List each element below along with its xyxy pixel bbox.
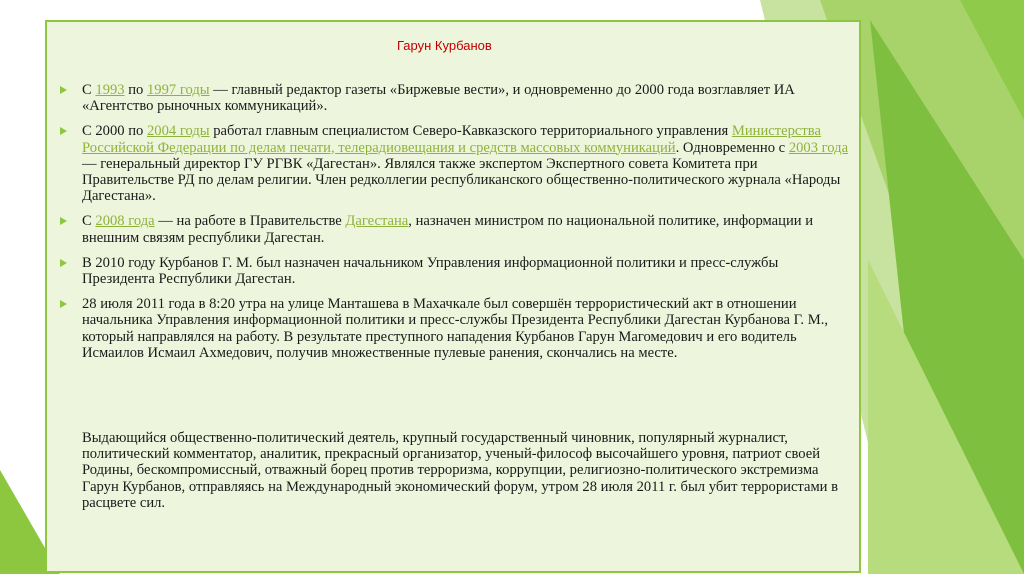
item-text-segment: С 2000 по <box>82 123 147 140</box>
item-text-segment: работал главным специалистом Северо-Кавказского территориального управления <box>209 123 732 140</box>
list-item <box>60 123 850 204</box>
item-link[interactable]: 2003 года <box>788 139 849 156</box>
item-text <box>82 255 850 287</box>
item-text-segment: — главный редактор газеты «Биржевые вести», и одновременно до 2000 года возглавляет ИА «Агентство рыночных коммуникаций». <box>82 82 795 115</box>
item-text-segment: — генеральный директор ГУ РГВК «Дагестан». Являлся также экспертом Экспертного совета Комитета при Правительстве РД по делам религии. Член редколлегии республиканского общественно-политического журнала «Народы Дагестана». <box>82 155 841 205</box>
list-item <box>60 213 850 245</box>
summary-paragraph: Выдающийся общественно-политический деятель, крупный государственный чиновник, популярный журналист, политический комментатор, аналитик, прекрасный организатор, ученый-философ высочайшего уровня, патриот своей Родины, бескомпромиссный, отважный борец против терроризма, коррупции, религиозно-политического экстремизма Гарун Курбанов, отправляясь на Международный экономический форум, утром 28 июля 2011 г. был убит террористами в расцвете сил. <box>82 430 839 511</box>
item-link[interactable]: Министерства Российской Федерации по делам печати, телерадиовещания и средств массовых коммуникаций <box>82 123 821 156</box>
item-text <box>82 82 850 114</box>
item-text-segment: по <box>124 82 147 98</box>
item-link[interactable]: 2004 годы <box>146 123 210 140</box>
item-link[interactable]: 2008 года <box>95 213 155 230</box>
item-text-segment: С <box>82 213 96 230</box>
item-text-segment: С <box>82 82 96 98</box>
item-link[interactable]: 1993 <box>95 82 125 98</box>
list-item <box>60 296 850 361</box>
list-item <box>60 82 850 114</box>
item-text <box>82 213 850 245</box>
item-text-segment: — на работе в Правительстве <box>154 213 346 230</box>
item-link[interactable]: 1997 годы <box>146 82 210 98</box>
item-text-segment: 28 июля 2011 года в 8:20 утра на улице Манташева в Махачкале был совершён террористический акт в отношении начальника Управления информационной политики и пресс-службы Президента Республики Дагестан Курбанова Г. М., который направлялся на работу. В результате преступного нападения Курбанов Гарун Магомедович и его водитель Исмаилов Исмаил Ахмедович, получив множественные пулевые ранения, скончались на месте. <box>82 296 829 361</box>
list-item <box>60 255 850 287</box>
bullet-arrow-icon <box>60 259 67 267</box>
item-text-segment: В 2010 году Курбанов Г. М. был назначен начальником Управления информационной политики и пресс-службы Президента Республики Дагестан. <box>82 254 779 288</box>
item-text-segment: . Одновременно с <box>675 139 789 156</box>
bullet-list <box>60 82 850 370</box>
bullet-arrow-icon <box>60 127 67 135</box>
bullet-arrow-icon <box>60 86 67 94</box>
item-text <box>82 123 850 204</box>
bullet-arrow-icon <box>60 217 67 225</box>
slide-title: Гарун Курбанов <box>397 38 492 53</box>
item-link[interactable]: Дагестана <box>345 213 409 230</box>
bullet-arrow-icon <box>60 300 67 308</box>
item-text-segment: , назначен министром по национальной политике, информации и внешним связям республики Дагестан. <box>82 213 814 246</box>
item-text <box>82 296 850 361</box>
